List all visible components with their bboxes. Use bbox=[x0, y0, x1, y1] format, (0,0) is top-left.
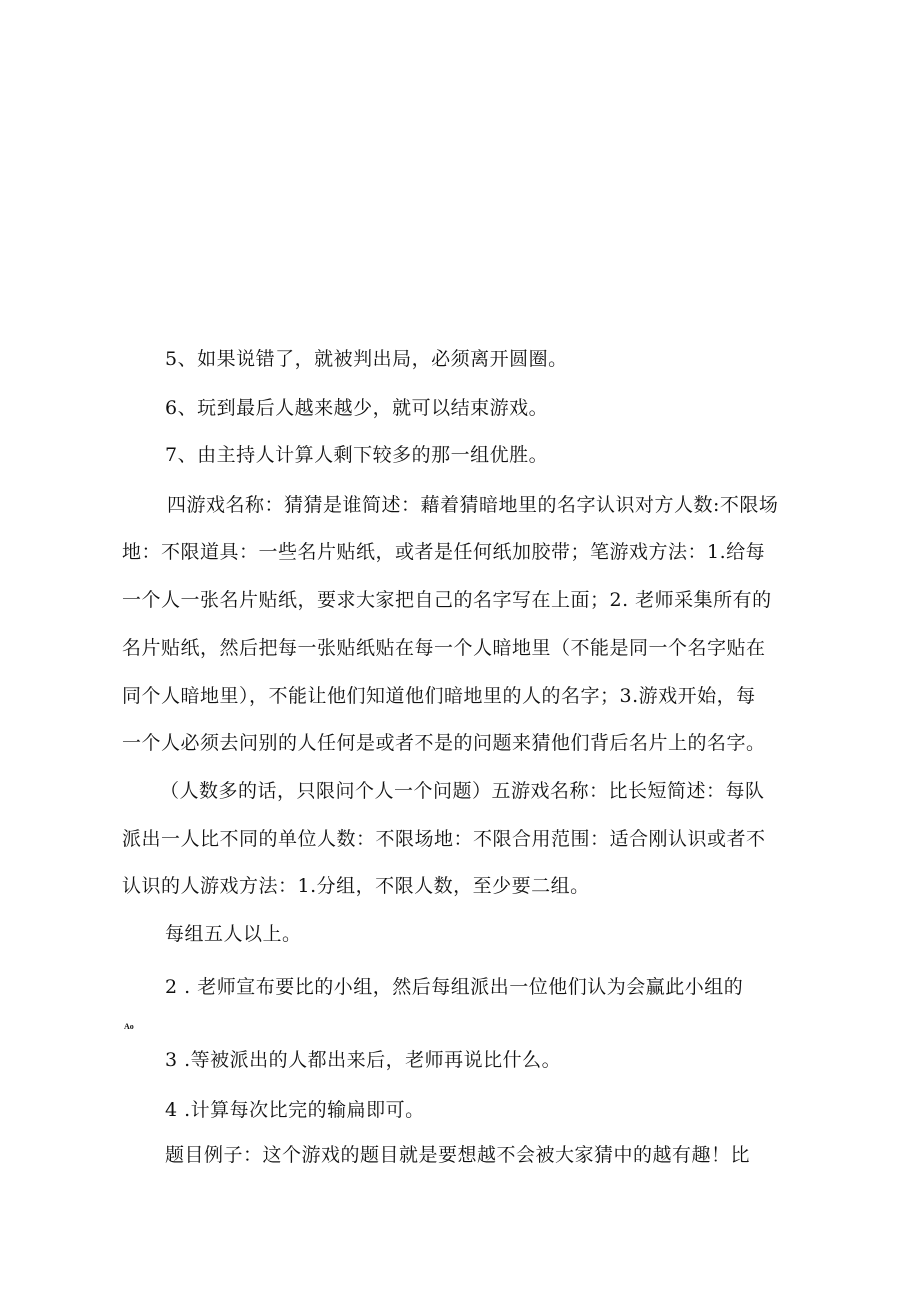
game4-line-6: 一个人必须去问别的人任何是或者不是的问题来猜他们背后名片上的名字。 bbox=[122, 732, 766, 754]
game4-line-2: 地：不限道具：一些名片贴纸，或者是任何纸加胶带；笔游戏方法：1.给每 bbox=[122, 541, 766, 563]
item-7: 7、由主持人计算人剩下较多的那一组优胜。 bbox=[165, 444, 549, 466]
item-5: 5、如果说错了，就被判出局，必须离开圆圈。 bbox=[165, 348, 568, 370]
game4-line-1: 四游戏名称：猜猜是谁简述：藉着猜暗地里的名字认识对方人数:不限场 bbox=[167, 494, 779, 516]
game5-line-1: （人数多的话，只限问个人一个问题）五游戏名称：比长短简述：每队 bbox=[160, 780, 765, 802]
game5-group-size: 每组五人以上。 bbox=[165, 923, 302, 945]
game5-line-2: 派出一人比不同的单位人数：不限场地：不限合用范围：适合刚认识或者不 bbox=[122, 828, 766, 850]
stray-mark: Ao bbox=[124, 1022, 134, 1031]
game5-example: 题目例子：这个游戏的题目就是要想越不会被大家猜中的越有趣！比 bbox=[165, 1144, 751, 1166]
item-6: 6、玩到最后人越来越少，就可以结束游戏。 bbox=[165, 397, 549, 419]
game4-line-4: 名片贴纸，然后把每一张贴纸贴在每一个人暗地里（不能是同一个名字贴在 bbox=[122, 637, 766, 659]
game4-line-3: 一个人一张名片贴纸，要求大家把自己的名字写在上面；2. 老师采集所有的 bbox=[122, 589, 772, 611]
game4-line-5: 同个人暗地里），不能让他们知道他们暗地里的人的名字；3.游戏开始，每 bbox=[122, 685, 756, 707]
game5-line-3: 认识的人游戏方法：1.分组，不限人数，至少要二组。 bbox=[122, 875, 590, 897]
game5-step-4: 4 .计算每次比完的输扁即可。 bbox=[165, 1099, 425, 1121]
game5-step-2: 2 . 老师宣布要比的小组，然后每组派出一位他们认为会赢此小组的 bbox=[165, 976, 744, 998]
game5-step-3: 3 .等被派出的人都出来后，老师再说比什么。 bbox=[165, 1049, 562, 1071]
